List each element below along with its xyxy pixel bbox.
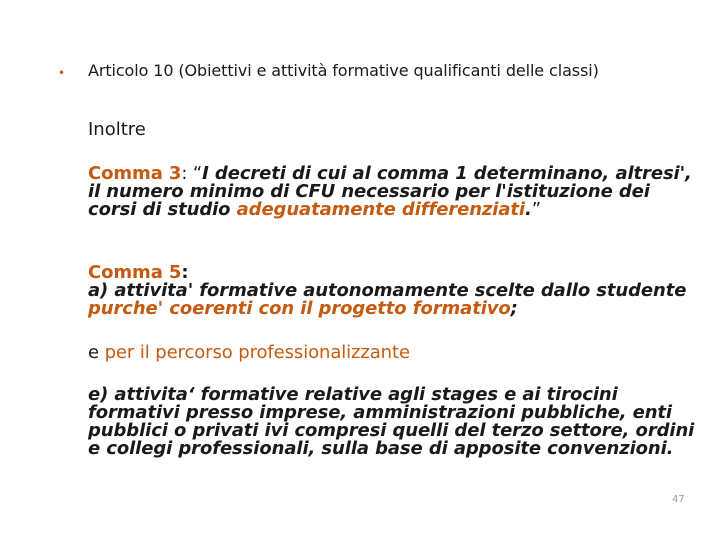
comma-3-quote-open: “ — [192, 163, 203, 184]
article-heading: Articolo 10 (Obiettivi e attività formative qualificanti delle classi) — [88, 61, 599, 80]
bullet-marker: • — [58, 66, 66, 80]
comma-3-quote-close: ” — [531, 199, 541, 220]
comma-5-end: ; — [510, 298, 518, 319]
comma-3-period: . — [525, 199, 532, 220]
inoltre-label: Inoltre — [88, 119, 146, 140]
comma-3-paragraph — [88, 165, 698, 219]
professional-path-text: per il percorso professionalizzante — [104, 342, 410, 363]
page-number: 47 — [672, 494, 685, 505]
professional-path-prefix: e — [88, 342, 105, 363]
professional-path-line — [88, 344, 698, 362]
comma-3-text: I decreti di cui al comma 1 determinano, altresi', il numero minimo di CFU necessario per l'istituzione dei corsi di studio — [88, 163, 692, 220]
comma-3-separator: : — [181, 163, 193, 184]
comma-5-emphasis: purche' coerenti con il progetto formativo — [88, 298, 511, 319]
comma-3-emphasis: adeguatamente differenziati — [236, 199, 525, 220]
comma-5-label: Comma 5 — [88, 262, 182, 283]
comma-5-colon: : — [181, 262, 189, 283]
comma-5-paragraph — [88, 264, 698, 318]
comma-e-paragraph: e) attivita‘ formative relative agli stages e ai tirocini formativi presso imprese, amministrazioni pubbliche, enti pubblici o privati ivi compresi quelli del terzo settore, ordini e collegi professionali, sulla base di apposite convenzioni. — [88, 384, 695, 459]
comma-5-text: a) attivita' formative autonomamente scelte dallo studente — [88, 280, 687, 301]
comma-3-label: Comma 3 — [88, 163, 182, 184]
